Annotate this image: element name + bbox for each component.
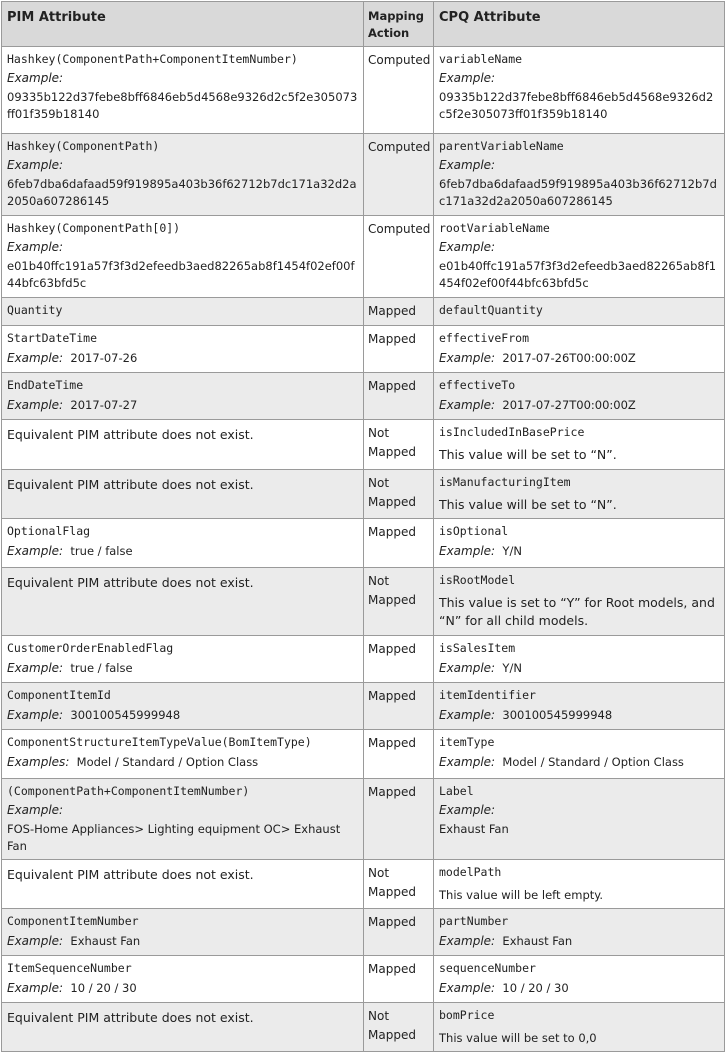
- pim-attribute-name: ItemSequenceNumber: [7, 961, 132, 975]
- pim-attribute-cell: [2, 909, 364, 956]
- mapping-action-cell: Mapped: [364, 909, 434, 956]
- pim-example-line: [7, 980, 358, 997]
- mapping-action-cell: Not Mapped: [364, 568, 434, 636]
- cpq-attribute-name: isOptional: [439, 524, 509, 538]
- mapping-action-cell: Not Mapped: [364, 470, 434, 519]
- cpq-example-value: 300100545999948: [502, 708, 613, 722]
- table-row: [2, 779, 725, 860]
- pim-attribute-cell: [2, 636, 364, 683]
- cpq-example-line: [439, 933, 719, 950]
- table-row: [2, 909, 725, 956]
- mapping-action-cell: Computed: [364, 47, 434, 134]
- pim-attribute-cell: [2, 470, 364, 519]
- mapping-action-cell: Computed: [364, 216, 434, 298]
- mapping-action-cell: Mapped: [364, 730, 434, 779]
- cpq-attribute-cell: [434, 683, 725, 730]
- pim-attribute-name: Hashkey(ComponentPath): [7, 139, 160, 153]
- pim-attribute-name: Quantity: [7, 303, 63, 317]
- header-cpq-attribute: CPQ Attribute: [434, 2, 725, 47]
- pim-example-value: e01b40ffc191a57f3f3d2efeedb3aed82265ab8f1454f02ef00f44bfc63bfd5c: [7, 259, 355, 290]
- table-row: [2, 1003, 725, 1052]
- table-row: [2, 134, 725, 216]
- table-header-row: [2, 2, 725, 47]
- pim-example-value: 2017-07-26: [70, 351, 138, 365]
- cpq-example-label: Example:: [439, 240, 496, 254]
- cpq-attribute-cell: [434, 216, 725, 298]
- cpq-example-line: [439, 543, 719, 560]
- table-row: [2, 519, 725, 568]
- cpq-note: This value is set to “Y” for Root models, and “N” for all child models.: [439, 595, 715, 628]
- pim-attribute-text: Equivalent PIM attribute does not exist.: [7, 867, 254, 882]
- cpq-example-value: 6feb7dba6dafaad59f919895a403b36f62712b7dc171a32d2a2050a607286145: [439, 177, 717, 208]
- cpq-attribute-name: parentVariableName: [439, 139, 564, 153]
- cpq-example-label: Example:: [439, 755, 496, 769]
- cpq-attribute-cell: [434, 730, 725, 779]
- pim-example-label: Examples:: [7, 755, 70, 769]
- pim-attribute-cell: [2, 298, 364, 326]
- table-row: [2, 956, 725, 1003]
- cpq-attribute-cell: [434, 420, 725, 470]
- pim-attribute-name: CustomerOrderEnabledFlag: [7, 641, 174, 655]
- table-body: [2, 47, 725, 1052]
- cpq-note: This value will be set to “N”.: [439, 447, 617, 462]
- table-row: [2, 298, 725, 326]
- table-row: [2, 470, 725, 519]
- table-row: [2, 730, 725, 779]
- cpq-attribute-cell: [434, 298, 725, 326]
- cpq-example-label: Example:: [439, 544, 496, 558]
- cpq-example-label: Example:: [439, 934, 496, 948]
- pim-attribute-cell: [2, 730, 364, 779]
- pim-attribute-cell: [2, 568, 364, 636]
- pim-example-label: Example:: [7, 544, 64, 558]
- header-mapping-action: Mapping Action: [364, 2, 434, 47]
- mapping-action-cell: Mapped: [364, 298, 434, 326]
- cpq-attribute-name: isIncludedInBasePrice: [439, 425, 585, 439]
- cpq-attribute-name: modelPath: [439, 865, 502, 879]
- cpq-note: This value will be left empty.: [439, 888, 604, 902]
- pim-attribute-text: Equivalent PIM attribute does not exist.: [7, 477, 254, 492]
- mapping-action-cell: Mapped: [364, 779, 434, 860]
- pim-attribute-name: EndDateTime: [7, 378, 84, 392]
- table-row: [2, 216, 725, 298]
- pim-example-value: 6feb7dba6dafaad59f919895a403b36f62712b7dc171a32d2a2050a607286145: [7, 177, 357, 208]
- table-row: [2, 420, 725, 470]
- cpq-example-line: [439, 980, 719, 997]
- pim-attribute-cell: [2, 420, 364, 470]
- table-row: [2, 860, 725, 909]
- cpq-example-line: [439, 397, 719, 414]
- cpq-example-label: Example:: [439, 158, 496, 172]
- pim-attribute-cell: [2, 1003, 364, 1052]
- mapping-action-cell: Not Mapped: [364, 1003, 434, 1052]
- pim-example-line: [7, 397, 358, 414]
- pim-example-label: Example:: [7, 158, 64, 172]
- pim-example-value: true / false: [70, 661, 133, 675]
- pim-example-line: [7, 350, 358, 367]
- cpq-example-value: 2017-07-26T00:00:00Z: [502, 351, 636, 365]
- mapping-action-cell: Mapped: [364, 326, 434, 373]
- cpq-attribute-cell: [434, 373, 725, 420]
- pim-example-line: [7, 543, 358, 560]
- cpq-attribute-cell: [434, 956, 725, 1003]
- cpq-example-value: Exhaust Fan: [502, 934, 573, 948]
- cpq-attribute-name: rootVariableName: [439, 221, 550, 235]
- pim-example-label: Example:: [7, 981, 64, 995]
- cpq-attribute-cell: [434, 568, 725, 636]
- cpq-example-value: 2017-07-27T00:00:00Z: [502, 398, 636, 412]
- cpq-example-label: Example:: [439, 708, 496, 722]
- cpq-example-label: Example:: [439, 351, 496, 365]
- cpq-example-value: Exhaust Fan: [439, 822, 509, 836]
- pim-attribute-name: ComponentItemId: [7, 688, 111, 702]
- pim-example-value: 09335b122d37febe8bff6846eb5d4568e9326d2c5f2e305073ff01f359b18140: [7, 90, 358, 121]
- mapping-action-cell: Not Mapped: [364, 420, 434, 470]
- pim-example-label: Example:: [7, 661, 64, 675]
- cpq-note: This value will be set to “N”.: [439, 497, 617, 512]
- pim-attribute-cell: [2, 519, 364, 568]
- table-row: [2, 373, 725, 420]
- cpq-attribute-name: Label: [439, 784, 474, 798]
- mapping-action-cell: Mapped: [364, 373, 434, 420]
- pim-example-value: Exhaust Fan: [70, 934, 141, 948]
- pim-attribute-cell: [2, 860, 364, 909]
- cpq-example-label: Example:: [439, 398, 496, 412]
- cpq-example-label: Example:: [439, 981, 496, 995]
- pim-attribute-cell: [2, 47, 364, 134]
- pim-example-label: Example:: [7, 71, 64, 85]
- pim-example-value: 300100545999948: [70, 708, 181, 722]
- pim-attribute-cell: [2, 683, 364, 730]
- cpq-attribute-cell: [434, 779, 725, 860]
- cpq-example-line: [439, 707, 719, 724]
- mapping-action-cell: Mapped: [364, 519, 434, 568]
- cpq-attribute-cell: [434, 909, 725, 956]
- pim-example-line: [7, 660, 358, 677]
- pim-attribute-cell: [2, 956, 364, 1003]
- pim-attribute-cell: [2, 134, 364, 216]
- table-row: [2, 636, 725, 683]
- cpq-attribute-name: partNumber: [439, 914, 509, 928]
- cpq-attribute-cell: [434, 1003, 725, 1052]
- pim-attribute-name: ComponentItemNumber: [7, 914, 139, 928]
- cpq-attribute-name: effectiveTo: [439, 378, 516, 392]
- cpq-note: This value will be set to 0,0: [439, 1031, 597, 1045]
- cpq-example-line: [439, 660, 719, 677]
- table-row: [2, 47, 725, 134]
- cpq-example-line: [439, 754, 719, 771]
- cpq-attribute-name: itemType: [439, 735, 495, 749]
- pim-attribute-name: OptionalFlag: [7, 524, 91, 538]
- pim-attribute-text: Equivalent PIM attribute does not exist.: [7, 427, 254, 442]
- cpq-attribute-cell: [434, 134, 725, 216]
- mapping-action-cell: Computed: [364, 134, 434, 216]
- cpq-attribute-name: effectiveFrom: [439, 331, 530, 345]
- cpq-example-line: [439, 350, 719, 367]
- cpq-attribute-name: itemIdentifier: [439, 688, 536, 702]
- table-row: [2, 683, 725, 730]
- cpq-example-value: e01b40ffc191a57f3f3d2efeedb3aed82265ab8f1454f02ef00f44bfc63bfd5c: [439, 259, 717, 290]
- cpq-attribute-cell: [434, 519, 725, 568]
- pim-example-line: [7, 754, 358, 771]
- pim-example-label: Example:: [7, 398, 64, 412]
- mapping-action-cell: Not Mapped: [364, 860, 434, 909]
- cpq-attribute-cell: [434, 860, 725, 909]
- pim-example-label: Example:: [7, 803, 64, 817]
- pim-example-label: Example:: [7, 708, 64, 722]
- pim-example-label: Example:: [7, 934, 64, 948]
- cpq-attribute-cell: [434, 47, 725, 134]
- pim-attribute-name: ComponentStructureItemTypeValue(BomItemType): [7, 735, 312, 749]
- pim-attribute-text: Equivalent PIM attribute does not exist.: [7, 1010, 254, 1025]
- cpq-attribute-cell: [434, 326, 725, 373]
- pim-example-line: [7, 707, 358, 724]
- pim-example-value: true / false: [70, 544, 133, 558]
- cpq-attribute-name: isRootModel: [439, 573, 516, 587]
- pim-attribute-name: Hashkey(ComponentPath+ComponentItemNumber): [7, 52, 298, 66]
- cpq-attribute-name: bomPrice: [439, 1008, 495, 1022]
- pim-example-label: Example:: [7, 240, 64, 254]
- attribute-mapping-table: [1, 1, 725, 1052]
- pim-example-label: Example:: [7, 351, 64, 365]
- cpq-example-value: 10 / 20 / 30: [502, 981, 569, 995]
- pim-attribute-cell: [2, 779, 364, 860]
- pim-attribute-name: StartDateTime: [7, 331, 98, 345]
- pim-example-line: [7, 933, 358, 950]
- pim-attribute-cell: [2, 326, 364, 373]
- pim-example-value: 10 / 20 / 30: [70, 981, 137, 995]
- pim-attribute-cell: [2, 373, 364, 420]
- pim-example-value: 2017-07-27: [70, 398, 138, 412]
- header-pim-attribute: PIM Attribute: [2, 2, 364, 47]
- cpq-example-value: Y/N: [502, 661, 522, 675]
- mapping-action-cell: Mapped: [364, 956, 434, 1003]
- pim-attribute-name: Hashkey(ComponentPath[0]): [7, 221, 181, 235]
- cpq-example-label: Example:: [439, 661, 496, 675]
- mapping-action-cell: Mapped: [364, 683, 434, 730]
- pim-example-value: FOS-Home Appliances> Lighting equipment OC> Exhaust Fan: [7, 822, 341, 853]
- cpq-attribute-cell: [434, 636, 725, 683]
- pim-example-value: Model / Standard / Option Class: [76, 755, 259, 769]
- cpq-attribute-cell: [434, 470, 725, 519]
- pim-attribute-text: Equivalent PIM attribute does not exist.: [7, 575, 254, 590]
- cpq-attribute-name: sequenceNumber: [439, 961, 536, 975]
- cpq-example-label: Example:: [439, 71, 496, 85]
- pim-attribute-cell: [2, 216, 364, 298]
- cpq-attribute-name: isManufacturingItem: [439, 475, 571, 489]
- pim-attribute-name: (ComponentPath+ComponentItemNumber): [7, 784, 250, 798]
- cpq-example-value: Model / Standard / Option Class: [502, 755, 684, 769]
- cpq-attribute-name: defaultQuantity: [439, 303, 543, 317]
- cpq-attribute-name: variableName: [439, 52, 523, 66]
- cpq-example-value: 09335b122d37febe8bff6846eb5d4568e9326d2c5f2e305073ff01f359b18140: [439, 90, 714, 121]
- table-row: [2, 568, 725, 636]
- mapping-action-cell: Mapped: [364, 636, 434, 683]
- cpq-attribute-name: isSalesItem: [439, 641, 516, 655]
- table-row: [2, 326, 725, 373]
- cpq-example-label: Example:: [439, 803, 496, 817]
- cpq-example-value: Y/N: [502, 544, 522, 558]
